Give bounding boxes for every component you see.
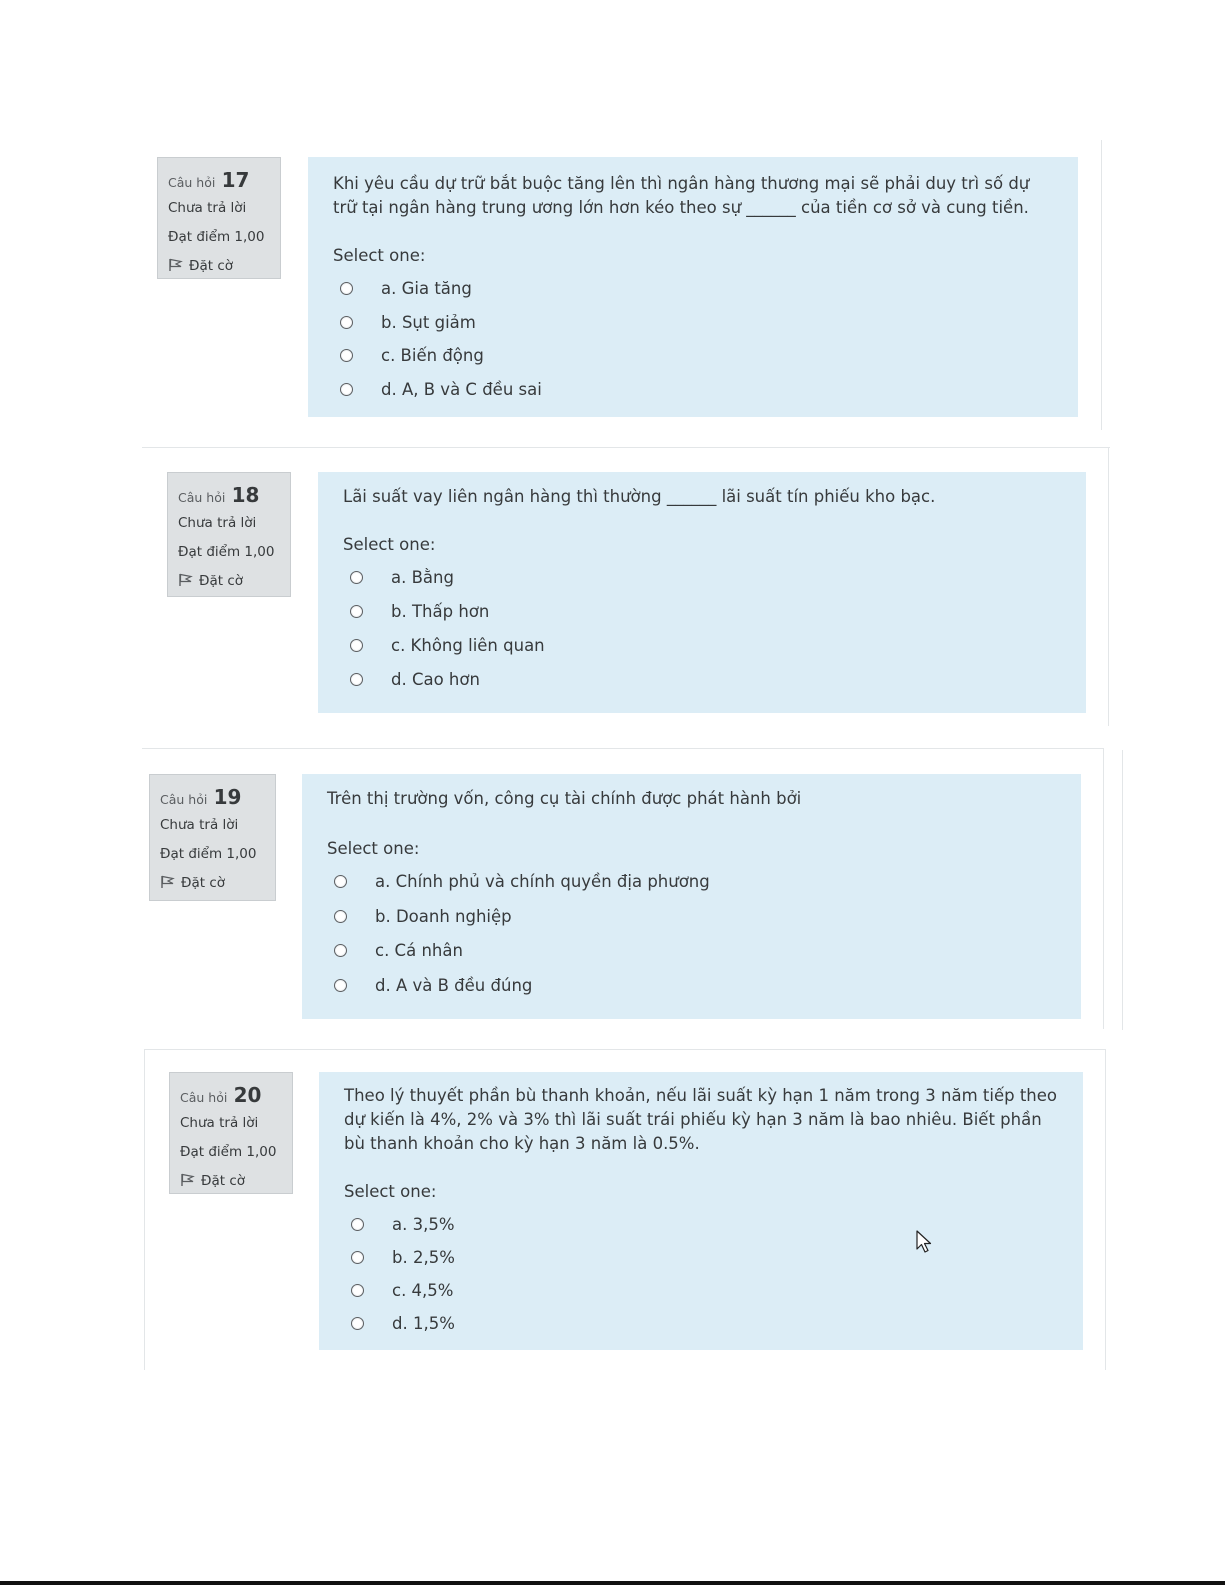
answer-option[interactable] <box>333 306 1054 340</box>
answer-label: b. Sụt giảm <box>381 312 476 332</box>
answer-list <box>327 865 1057 1003</box>
question-state: Chưa trả lời <box>168 200 247 216</box>
answer-option[interactable] <box>333 272 1054 306</box>
answer-option[interactable] <box>327 865 1057 900</box>
radio-button[interactable] <box>334 944 347 957</box>
radio-button[interactable] <box>334 979 347 992</box>
flag-label: Đặt cờ <box>201 1173 246 1189</box>
answer-option[interactable] <box>333 339 1054 373</box>
select-one-prompt: Select one: <box>344 1182 437 1201</box>
question-info <box>169 1072 293 1194</box>
radio-button[interactable] <box>340 383 353 396</box>
question-number: 19 <box>213 785 242 809</box>
question-number: 17 <box>221 168 250 192</box>
radio-button[interactable] <box>340 316 353 329</box>
answer-label: b. Thấp hơn <box>391 602 490 621</box>
question-number-row <box>160 783 275 811</box>
radio-button[interactable] <box>340 349 353 362</box>
question-text: Khi yêu cầu dự trữ bắt buộc tăng lên thì ngân hàng thương mại sẽ phải duy trì số dự trữ tại ngân hàng trung ương lớn hơn kéo theo sự ______ của tiền cơ sở và cung tiền. <box>333 174 1030 217</box>
question-content <box>308 157 1078 417</box>
question-grade: Đạt điểm 1,00 <box>168 229 265 245</box>
divider <box>1103 749 1104 1029</box>
answer-list <box>344 1208 1059 1340</box>
answer-label: d. Cao hơn <box>391 670 480 689</box>
answer-option[interactable] <box>344 1274 1059 1307</box>
answer-label: b. Doanh nghiệp <box>375 906 512 926</box>
radio-button[interactable] <box>334 910 347 923</box>
question-text: Trên thị trường vốn, công cụ tài chính được phát hành bởi <box>327 789 802 808</box>
answer-option[interactable] <box>344 1241 1059 1274</box>
mouse-cursor-icon <box>916 1230 934 1254</box>
flag-label: Đặt cờ <box>189 258 234 274</box>
question-grade: Đạt điểm 1,00 <box>180 1144 277 1160</box>
divider <box>1122 750 1123 1030</box>
flag-question-button[interactable] <box>168 252 280 281</box>
answer-option[interactable] <box>343 595 1062 629</box>
radio-button[interactable] <box>351 1317 364 1330</box>
question-content <box>318 472 1086 713</box>
answer-option[interactable] <box>343 561 1062 595</box>
answer-label: a. Gia tăng <box>381 279 472 298</box>
divider <box>1105 1050 1106 1370</box>
question-text: Lãi suất vay liên ngân hàng thì thường ______ lãi suất tín phiếu kho bạc. <box>343 487 936 506</box>
answer-label: d. 1,5% <box>392 1314 455 1333</box>
page-bottom-edge <box>0 1581 1225 1585</box>
radio-button[interactable] <box>334 875 347 888</box>
flag-icon <box>168 258 184 272</box>
question-number-row <box>178 481 290 509</box>
answer-label: c. Biến động <box>381 346 484 365</box>
answer-label: c. Không liên quan <box>391 636 545 655</box>
divider <box>144 1049 1106 1050</box>
answer-label: a. Bằng <box>391 568 454 587</box>
radio-button[interactable] <box>350 571 363 584</box>
flag-label: Đặt cờ <box>199 573 244 589</box>
question-content <box>302 774 1081 1019</box>
answer-list <box>343 561 1062 697</box>
answer-option[interactable] <box>344 1307 1059 1340</box>
question-label: Câu hỏi <box>180 1090 228 1105</box>
divider <box>142 748 1104 749</box>
question-grade: Đạt điểm 1,00 <box>160 846 257 862</box>
answer-list <box>333 272 1054 406</box>
flag-icon <box>178 573 194 587</box>
answer-label: d. A và B đều đúng <box>375 975 533 995</box>
answer-option[interactable] <box>344 1208 1059 1241</box>
answer-label: a. Chính phủ và chính quyền địa phương <box>375 872 710 891</box>
question-state: Chưa trả lời <box>178 515 257 531</box>
question-text: Theo lý thuyết phần bù thanh khoản, nếu lãi suất kỳ hạn 1 năm trong 3 năm tiếp theo dự kiến là 4%, 2% và 3% thì lãi suất trái phiếu kỳ hạn 3 năm là bao nhiêu. Biết phần bù thanh khoản cho kỳ hạn 3 năm là 0.5%. <box>344 1086 1057 1153</box>
question-number-row <box>168 166 280 194</box>
radio-button[interactable] <box>351 1284 364 1297</box>
question-label: Câu hỏi <box>168 175 216 190</box>
radio-button[interactable] <box>350 605 363 618</box>
answer-option[interactable] <box>327 934 1057 969</box>
question-label: Câu hỏi <box>160 792 208 807</box>
question-label: Câu hỏi <box>178 490 226 505</box>
radio-button[interactable] <box>351 1251 364 1264</box>
divider <box>1108 448 1109 726</box>
divider <box>1101 140 1102 430</box>
divider <box>142 447 1110 448</box>
flag-label: Đặt cờ <box>181 875 226 891</box>
select-one-prompt: Select one: <box>327 839 420 858</box>
answer-option[interactable] <box>327 969 1057 1004</box>
question-number: 20 <box>233 1083 262 1107</box>
question-info <box>157 157 281 279</box>
radio-button[interactable] <box>350 639 363 652</box>
radio-button[interactable] <box>351 1218 364 1231</box>
radio-button[interactable] <box>350 673 363 686</box>
divider <box>144 1050 145 1370</box>
question-content <box>319 1072 1083 1350</box>
question-number: 18 <box>231 483 260 507</box>
answer-option[interactable] <box>333 373 1054 407</box>
flag-question-button[interactable] <box>180 1167 292 1196</box>
select-one-prompt: Select one: <box>333 246 426 265</box>
flag-question-button[interactable] <box>178 567 290 596</box>
answer-label: c. 4,5% <box>392 1281 454 1300</box>
answer-option[interactable] <box>343 629 1062 663</box>
question-info <box>149 774 276 901</box>
answer-label: a. 3,5% <box>392 1215 455 1234</box>
select-one-prompt: Select one: <box>343 535 436 554</box>
answer-option[interactable] <box>343 663 1062 697</box>
radio-button[interactable] <box>340 282 353 295</box>
question-grade: Đạt điểm 1,00 <box>178 544 275 560</box>
question-state: Chưa trả lời <box>160 817 239 833</box>
question-info <box>167 472 291 597</box>
question-number-row <box>180 1081 292 1109</box>
answer-label: b. 2,5% <box>392 1248 455 1267</box>
answer-option[interactable] <box>327 900 1057 935</box>
question-state: Chưa trả lời <box>180 1115 259 1131</box>
answer-label: d. A, B và C đều sai <box>381 379 542 399</box>
flag-icon <box>160 875 176 889</box>
flag-question-button[interactable] <box>160 869 275 898</box>
flag-icon <box>180 1173 196 1187</box>
answer-label: c. Cá nhân <box>375 941 463 960</box>
